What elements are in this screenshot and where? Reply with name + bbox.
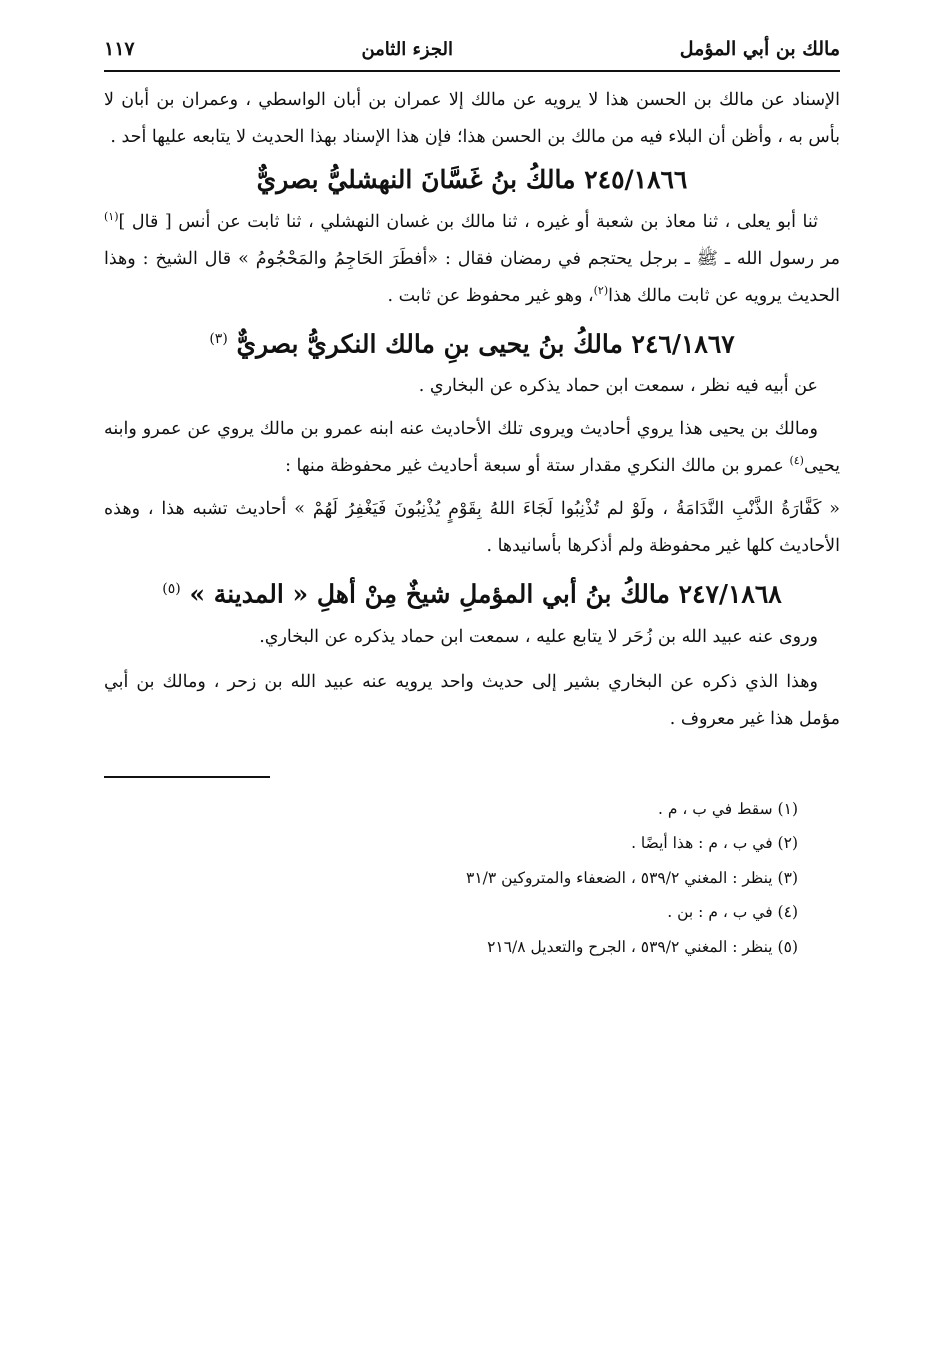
entry-246-paragraph-2 [104,411,840,485]
text-segment: مر رسول الله ـ ﷺ ـ برجل يحتجم في رمضان فقال : «أفطَرَ الحَاجِمُ والمَحْجُومُ » قال الشيخ : وهذا الحديث يرويه عن ثابت مالك هذا [104,249,840,306]
text-segment: ، وهو غير محفوظ عن ثابت . [387,286,594,306]
entry-245-paragraph [104,204,840,315]
footnote-item: (١) سقط في ب ، م . [658,799,798,818]
footnote-ref-1: (١) [104,210,119,224]
intro-paragraph: الإسناد عن مالك بن الحسن هذا لا يرويه عن مالك إلا عمران بن أبان الواسطي ، وعمران بن أبان لا بأس به ، وأظن أن البلاء فيه من مالك بن الحسن هذا؛ فإن هذا الإسناد بهذا الحديث لا يتابعه عليها أحد . [104,90,840,147]
text-segment: ومالك بن يحيى هذا يروي أحاديث ويروى تلك الأحاديث عنه ابنه عمرو بن مالك يروي عن عمرو وابنه يحيى [104,419,840,477]
footnote-ref-2: (٢) [593,284,609,298]
page-number: ١١٧ [104,38,135,60]
footnotes [104,792,840,965]
footnote-item: (٤) في ب ، م : بن . [667,903,798,922]
entry-247-paragraph-2: وهذا الذي ذكره عن البخاري بشير إلى حديث واحد يرويه عنه عبيد الله بن زحر ، ومالك بن أبي مؤمل هذا غير معروف . [104,671,840,729]
footnote-item: (٢) في ب ، م : هذا أيضًا . [631,834,798,853]
footnote-ref-3: (٣) [209,331,228,347]
entry-heading-text: ٢٤٧/١٨٦٨ مالكُ بنُ أبي المؤملِ شيخٌ مِنْ أهلِ « المدينة » [189,579,782,609]
footnote-ref-4: (٤) [789,454,804,468]
footnote-divider [104,776,270,778]
footnote-item: (٥) ينظر : المغني ٥٣٩/٢ ، الجرح والتعديل ٢١٦/٨ [487,937,798,956]
text-segment: عمرو بن مالك النكري مقدار ستة أو سبعة أحاديث غير محفوظة منها : [285,456,790,477]
footnote-ref-5: (٥) [162,581,181,598]
entry-246-paragraph-3: « كَفَّارَةُ الذَّنْبِ النَّدَامَةُ ، ولَوْ لم تُذْنِبُوا لَجَاءَ اللهُ بِقَوْمٍ يُذْنِبُونَ فَيَغْفِرُ لَهُمْ » أحاديث تشبه هذا ، وهذه الأحاديث كلها غير محفوظة ولم أذكرها بأسانيدها . [104,499,840,557]
entry-heading-text: ٢٤٥/١٨٦٦ مالكُ بنُ غَسَّانَ النهشليُّ بصريٌّ [256,165,688,194]
running-title: مالك بن أبي المؤمل [679,38,840,60]
entry-heading-247 [104,565,840,618]
part-title: الجزء الثامن [361,38,453,60]
footnote-item: (٣) ينظر : المغني ٥٣٩/٢ ، الضعفاء والمتروكين ٣١/٣ [466,868,798,887]
entry-heading-text: ٢٤٦/١٨٦٧ مالكُ بنُ يحيى بنِ مالك النكريُّ بصريٌّ [236,329,735,359]
page-header [104,28,840,72]
entry-246-paragraph-1: عن أبيه فيه نظر ، سمعت ابن حماد يذكره عن البخاري . [418,376,818,397]
book-page [104,28,840,1328]
entry-247-paragraph-1: وروى عنه عبيد الله بن زُحَر لا يتابع عليه ، سمعت ابن حماد يذكره عن البخاري. [259,626,818,647]
entry-heading-245 [104,156,840,204]
page-body [104,82,840,738]
text-segment: ثنا أبو يعلى ، ثنا معاذ بن شعبة أو غيره ، ثنا مالك بن غسان النهشلي ، ثنا ثابت عن أنس [ قال ] [118,212,818,232]
entry-heading-246 [104,315,840,368]
